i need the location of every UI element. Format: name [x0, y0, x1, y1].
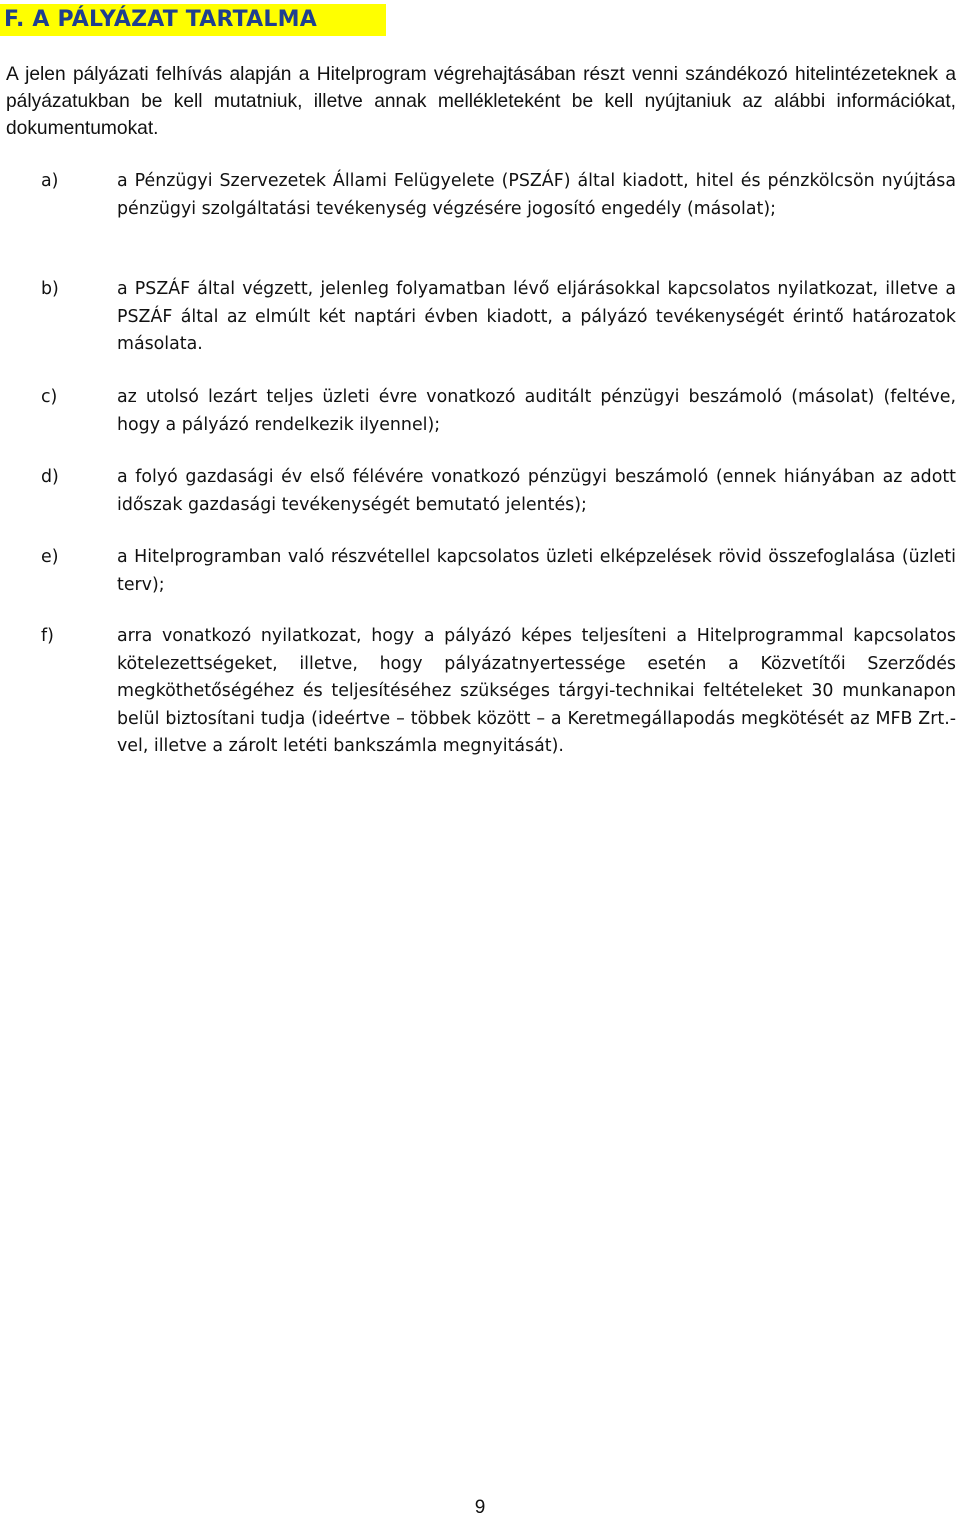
list-marker: a): [41, 171, 59, 191]
list-item-text: a Hitelprogramban való részvétellel kapcsolatos üzleti elképzelések rövid összefoglalása (üzleti terv);: [117, 547, 956, 595]
list-item-text: arra vonatkozó nyilatkozat, hogy a pályázó képes teljesíteni a Hitelprogrammal kapcsolatos kötelezettségeket, illetve, hogy pályázatnyertessége esetén a Közvetítői Szerződés megköthetőségéhez és teljesítéséhez szükséges tárgyi-technikai feltételeket 30 munkanapon belül biztosítani tudja (ideértve – többek között – a Keretmegállapodás megkötését az MFB Zrt.-vel, illetve a zárolt letéti bankszámla megnyitását).: [117, 626, 956, 756]
list-item-text: a folyó gazdasági év első félévére vonatkozó pénzügyi beszámoló (ennek hiányában az adott időszak gazdasági tevékenységét bemutató jelentés);: [117, 467, 956, 515]
list-item-text: az utolsó lezárt teljes üzleti évre vonatkozó auditált pénzügyi beszámoló (másolat) (feltéve, hogy a pályázó rendelkezik ilyennel);: [117, 387, 956, 435]
list-item-text: a Pénzügyi Szervezetek Állami Felügyelete (PSZÁF) által kiadott, hitel és pénzkölcsön nyújtása pénzügyi szolgáltatási tevékenység végzésére jogosító engedély (másolat);: [117, 171, 956, 219]
list-item-text: a PSZÁF által végzett, jelenleg folyamatban lévő eljárásokkal kapcsolatos nyilatkozat, illetve a PSZÁF által az elmúlt két naptári évben kiadott, a pályázó tevékenységét érintő határozatok másolata.: [117, 279, 956, 354]
list-marker: d): [41, 467, 59, 487]
list-marker: f): [41, 626, 54, 646]
list-marker: e): [41, 547, 59, 567]
list-marker: b): [41, 279, 59, 299]
intro-paragraph: A jelen pályázati felhívás alapján a Hitelprogram végrehajtásában részt venni szándékozó hitelintézeteknek a pályázatukban be kell mutatniuk, illetve annak mellékleteként be kell nyújtaniuk az alábbi információkat, dokumentumokat.: [6, 64, 956, 139]
page-number: 9: [474, 1497, 486, 1518]
section-heading: F. A PÁLYÁZAT TARTALMA: [0, 4, 386, 36]
list-marker: c): [41, 387, 58, 407]
